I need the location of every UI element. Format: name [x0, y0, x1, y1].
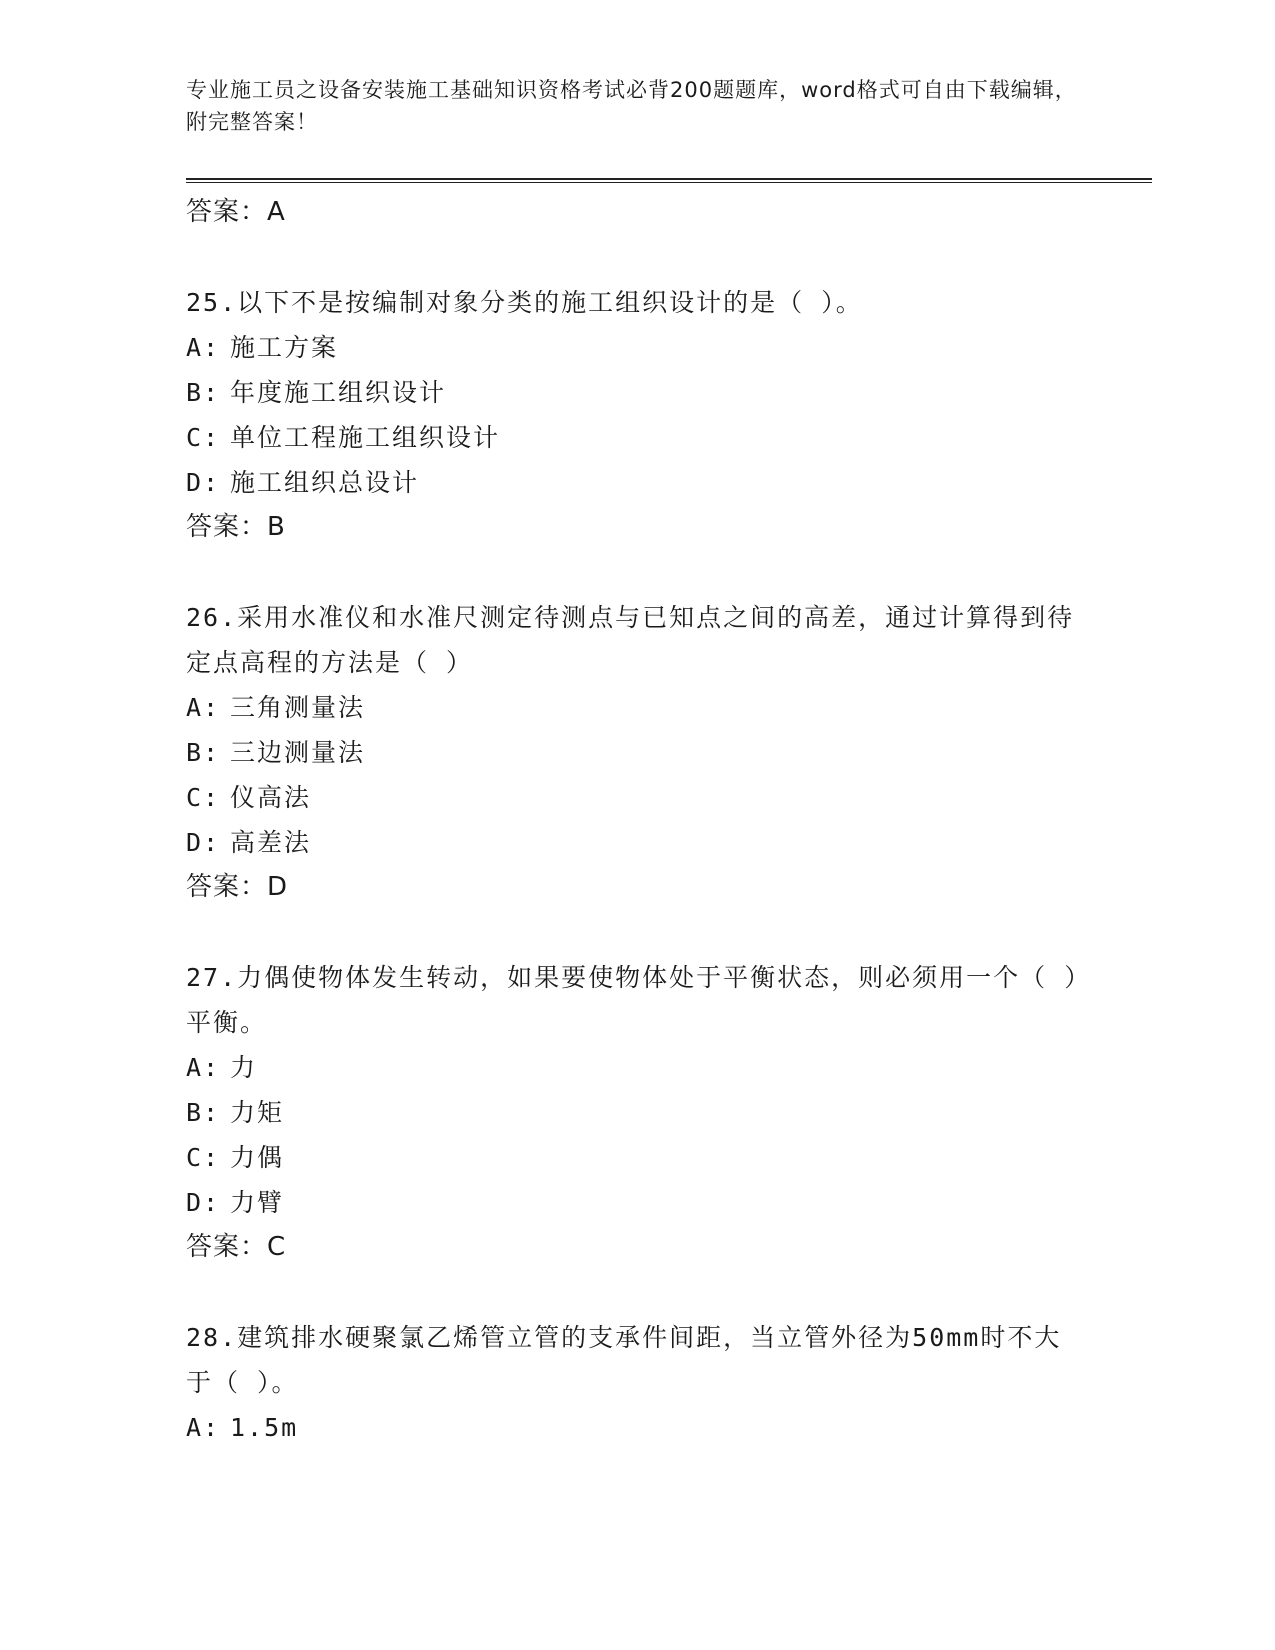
- option-label: A:: [186, 1413, 221, 1442]
- option-a: [186, 1405, 1086, 1450]
- question-stem: 27.力偶使物体发生转动，如果要使物体处于平衡状态，则必须用一个（ ）平衡。: [186, 963, 1079, 1037]
- option-text: 1.5m: [230, 1413, 299, 1442]
- option-text: 力偶: [230, 1143, 285, 1172]
- header-divider: [186, 178, 1152, 180]
- option-text: 三角测量法: [230, 693, 366, 722]
- option-text: 仪高法: [230, 783, 312, 812]
- option-text: 力矩: [230, 1098, 285, 1127]
- option-label: D:: [186, 468, 221, 497]
- document-header: 专业施工员之设备安装施工基础知识资格考试必背200题题库，word格式可自由下载编辑，附完整答案！: [186, 78, 1077, 134]
- header-divider-thin: [186, 182, 1152, 183]
- question-stem: 26.采用水准仪和水准尺测定待测点与已知点之间的高差，通过计算得到待定点高程的方法是（ ）: [186, 603, 1075, 677]
- option-a: [186, 1045, 1086, 1090]
- option-text: 力臂: [230, 1188, 285, 1217]
- option-c: [186, 775, 1086, 820]
- option-label: B:: [186, 378, 221, 407]
- option-a: [186, 685, 1086, 730]
- option-label: A:: [186, 693, 221, 722]
- question-stem: 25.以下不是按编制对象分类的施工组织设计的是（ ）。: [186, 288, 863, 317]
- question-block: [186, 280, 1086, 549]
- question-list: [186, 190, 1086, 1450]
- option-text: 单位工程施工组织设计: [230, 423, 501, 452]
- option-b: [186, 370, 1086, 415]
- option-label: C:: [186, 783, 221, 812]
- answer-line: 答案：C: [186, 1232, 287, 1262]
- option-text: 年度施工组织设计: [230, 378, 447, 407]
- option-label: A:: [186, 333, 221, 362]
- option-d: [186, 1180, 1086, 1225]
- option-a: [186, 325, 1086, 370]
- option-label: B:: [186, 1098, 221, 1127]
- option-label: C:: [186, 423, 221, 452]
- answer-line: 答案：B: [186, 512, 286, 542]
- option-b: [186, 730, 1086, 775]
- option-text: 施工组织总设计: [230, 468, 420, 497]
- option-text: 三边测量法: [230, 738, 366, 767]
- question-stem: 28.建筑排水硬聚氯乙烯管立管的支承件间距，当立管外径为50mm时不大于（ ）。: [186, 1323, 1062, 1397]
- question-block: [186, 595, 1086, 909]
- option-label: A:: [186, 1053, 221, 1082]
- question-block: [186, 1315, 1086, 1450]
- option-text: 施工方案: [230, 333, 339, 362]
- option-b: [186, 1090, 1086, 1135]
- option-label: D:: [186, 828, 221, 857]
- option-d: [186, 820, 1086, 865]
- option-text: 力: [230, 1053, 258, 1082]
- option-label: D:: [186, 1188, 221, 1217]
- option-label: B:: [186, 738, 221, 767]
- option-d: [186, 460, 1086, 505]
- option-c: [186, 415, 1086, 460]
- answer-line: 答案：D: [186, 872, 289, 902]
- option-text: 高差法: [230, 828, 312, 857]
- question-block: [186, 955, 1086, 1269]
- option-c: [186, 1135, 1086, 1180]
- option-label: C:: [186, 1143, 221, 1172]
- previous-answer: 答案：A: [186, 197, 286, 227]
